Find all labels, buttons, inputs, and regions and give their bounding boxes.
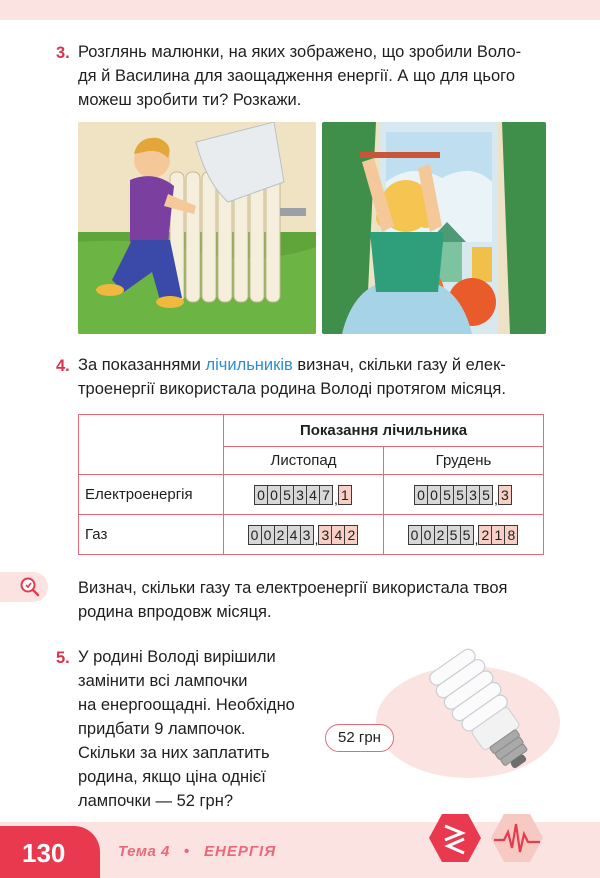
decimal-comma: ,: [314, 530, 319, 547]
task-5-line: Скільки за них заплатить: [78, 744, 270, 762]
task-5-number: 5.: [56, 649, 70, 667]
meter-digit: 0: [267, 485, 281, 505]
decimal-comma: ,: [334, 490, 338, 507]
glossary-link-meters[interactable]: лічильників: [205, 356, 293, 374]
footer-separator: •: [184, 843, 190, 860]
task-5-line: лампочки — 52 грн?: [78, 792, 234, 810]
meter-digit: 0: [248, 525, 262, 545]
research-line-1: Визнач, скільки газу та електроенергії використала твоя: [78, 579, 508, 597]
footer-section: ЕНЕРГІЯ: [204, 843, 277, 860]
task-5-line: на енергоощадні. Необхідно: [78, 696, 295, 714]
month-november: Листопад: [224, 447, 384, 475]
task-5-line: замінити всі лампочки: [78, 672, 248, 690]
meter-digit-fraction: 8: [504, 525, 518, 545]
meter-digit: 3: [466, 485, 480, 505]
meter-digit-fraction: 3: [498, 485, 512, 505]
task-5-text: [78, 645, 295, 813]
meter-digit: 2: [434, 525, 448, 545]
task-5-line: придбати 9 лампочок.: [78, 720, 246, 738]
meter-readings-table: [78, 414, 544, 555]
meter-digit: 4: [306, 485, 320, 505]
row-label-electricity: Електроенергія: [79, 475, 224, 515]
decimal-comma: ,: [494, 490, 498, 507]
meter-digits: [255, 485, 352, 505]
meter-digit-fraction: 1: [491, 525, 505, 545]
illustration-boy-radiator: [78, 122, 316, 334]
lamp-icon: [368, 644, 568, 794]
meter-digit: 0: [427, 485, 441, 505]
task-5-line: родина, якщо ціна однієї: [78, 768, 266, 786]
meter-digit: 5: [460, 525, 474, 545]
meter-digit: 5: [453, 485, 467, 505]
decimal-comma: ,: [474, 530, 479, 547]
electricity-november-reading: [224, 475, 384, 515]
research-text: [78, 576, 507, 624]
meter-digit-fraction: 2: [478, 525, 492, 545]
compare-symbols-icon: [428, 812, 482, 864]
gas-november-reading: [224, 515, 384, 555]
meter-digits: [249, 525, 359, 545]
task-4-line-1: [78, 353, 506, 377]
meter-digit: 3: [293, 485, 307, 505]
meter-digit: 5: [280, 485, 294, 505]
meter-digit: 3: [300, 525, 314, 545]
meter-digit: 5: [479, 485, 493, 505]
task-5-line: У родині Володі вирішили: [78, 648, 276, 666]
table-header: Показання лічильника: [224, 415, 544, 447]
meter-digit: 4: [287, 525, 301, 545]
task-3-line-3: можеш зробити ти? Розкажи.: [78, 91, 302, 109]
task-4-line-1-post: визнач, скільки газу й елек-: [292, 356, 506, 374]
illustration-girl-window: [322, 122, 546, 334]
row-label-gas: Газ: [79, 515, 224, 555]
task-3-line-2: дя й Василина для заощадження енергії. А що для цього: [78, 67, 515, 85]
meter-digit-fraction: 3: [318, 525, 332, 545]
footer-topic: Тема 4: [118, 843, 170, 860]
table-corner-cell: [79, 415, 224, 475]
meter-digit: 7: [319, 485, 333, 505]
meter-digit-fraction: 4: [331, 525, 345, 545]
task-3-text: [78, 40, 521, 112]
meter-digit: 5: [440, 485, 454, 505]
month-december: Грудень: [384, 447, 544, 475]
task-4-text: [78, 353, 506, 401]
task-4-line-1-pre: За показаннями: [78, 356, 206, 374]
meter-digit-fraction: 2: [344, 525, 358, 545]
task-3-line-1: Розглянь малюнки, на яких зображено, що зробили Воло-: [78, 43, 522, 61]
meter-digit: 0: [254, 485, 268, 505]
research-line-2: родина впродовж місяця.: [78, 603, 272, 621]
gas-december-reading: [384, 515, 544, 555]
pulse-wave-icon: [490, 812, 544, 864]
task-4-number: 4.: [56, 357, 70, 375]
task-4-line-2: троенергії використала родина Володі протягом місяця.: [78, 380, 506, 398]
energy-saving-lamp-illustration: [368, 644, 568, 794]
meter-digit: 5: [447, 525, 461, 545]
top-band: [0, 0, 600, 20]
meter-digits: [409, 525, 519, 545]
electricity-december-reading: [384, 475, 544, 515]
task-3-number: 3.: [56, 44, 70, 62]
magnifier-icon: [0, 572, 48, 602]
page-number: 130: [22, 838, 66, 868]
meter-digits: [415, 485, 512, 505]
meter-digit: 0: [261, 525, 275, 545]
meter-digit: 0: [421, 525, 435, 545]
meter-digit: 0: [414, 485, 428, 505]
meter-digit: 0: [408, 525, 422, 545]
meter-digit-fraction: 1: [338, 485, 352, 505]
meter-digit: 2: [274, 525, 288, 545]
price-tag: 52 грн: [325, 724, 394, 752]
research-marker: [0, 572, 48, 602]
